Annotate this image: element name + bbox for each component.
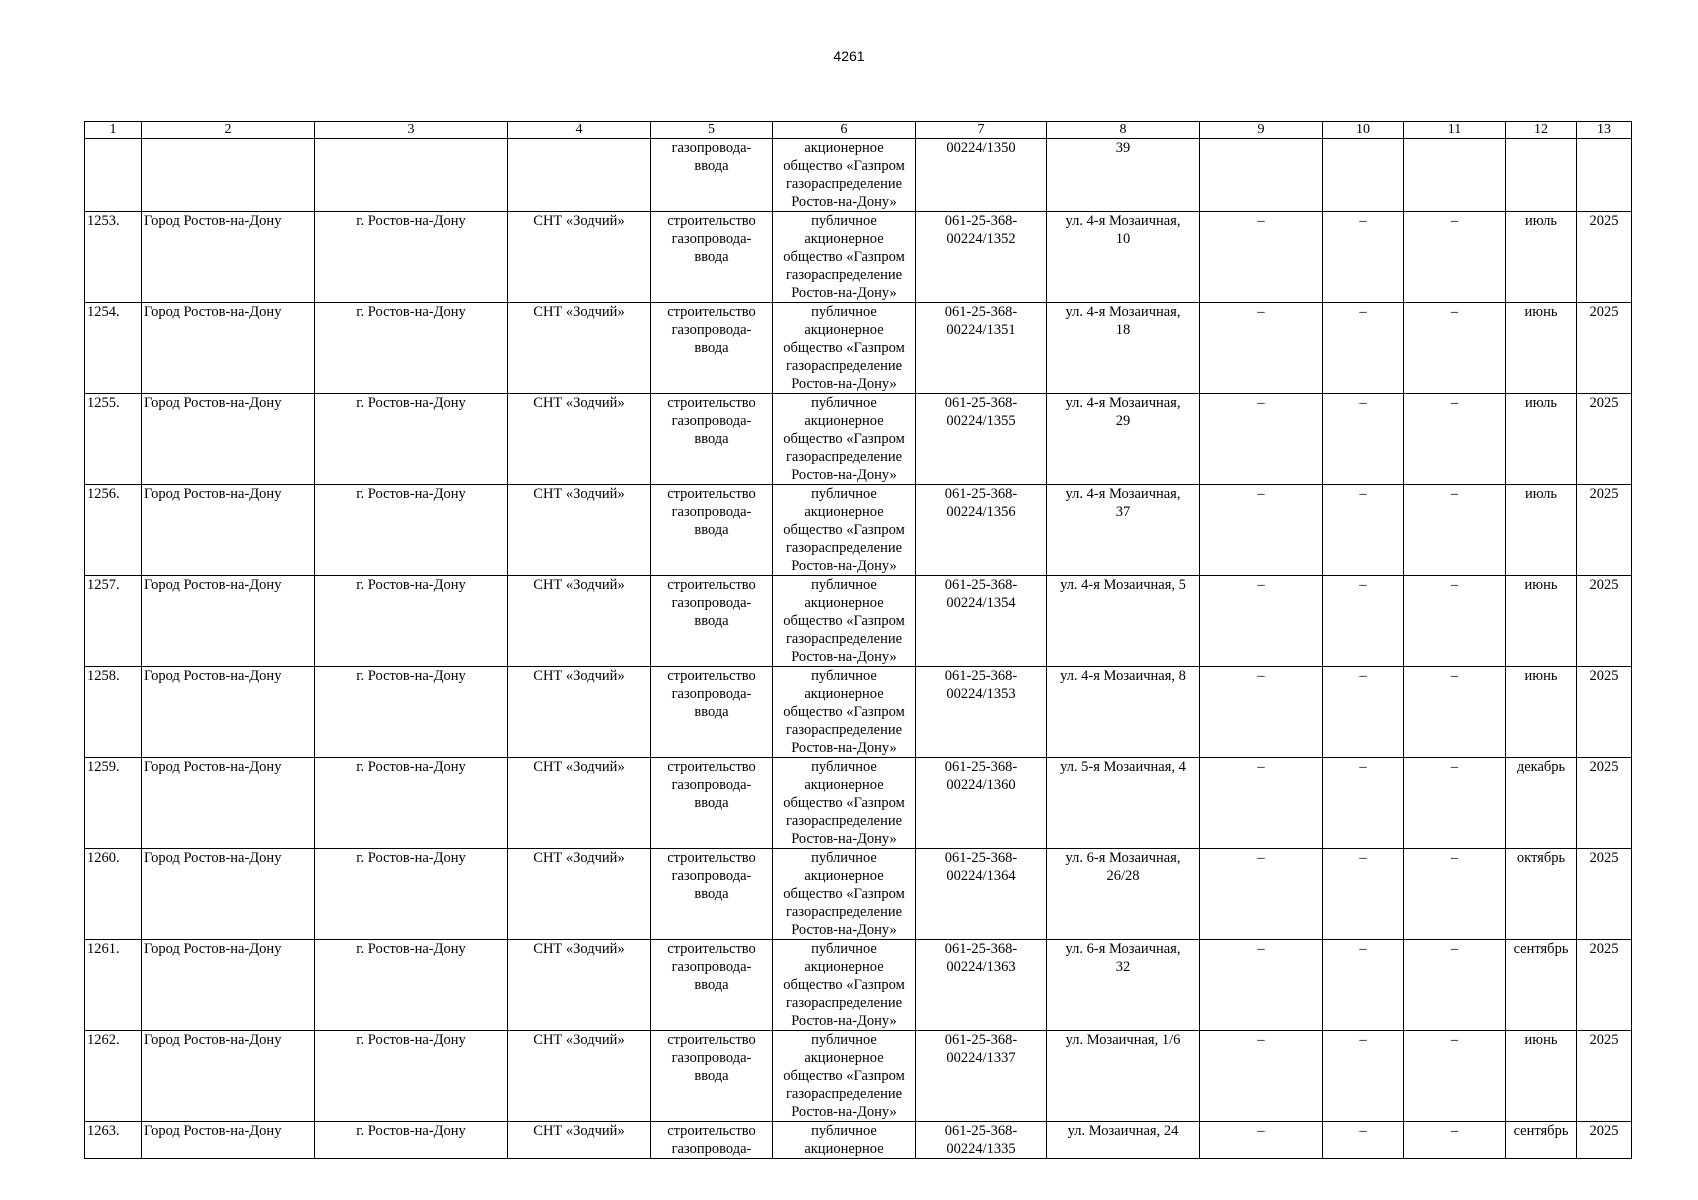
cell-org: публичное акционерное общество «Газпром газораспределение Ростов-на-Дону»: [773, 849, 916, 940]
cell-month: сентябрь: [1506, 940, 1577, 1031]
column-header: 10: [1323, 122, 1404, 139]
cell-code: 061-25-368- 00224/1355: [916, 394, 1047, 485]
column-header: 9: [1200, 122, 1323, 139]
cell-locality: г. Ростов-на-Дону: [315, 485, 508, 576]
cell-locality: г. Ростов-на-Дону: [315, 303, 508, 394]
cell-col11: –: [1404, 1122, 1506, 1159]
cell-col9: –: [1200, 576, 1323, 667]
cell-municipality: Город Ростов-на-Дону: [142, 667, 315, 758]
cell-col11: –: [1404, 212, 1506, 303]
cell-number: 1256.: [85, 485, 142, 576]
cell-work: строительство газопровода- ввода: [651, 758, 773, 849]
cell-address: ул. 4-я Мозаичная, 5: [1047, 576, 1200, 667]
cell-number: 1257.: [85, 576, 142, 667]
cell-col11: –: [1404, 849, 1506, 940]
cell-municipality: Город Ростов-на-Дону: [142, 1031, 315, 1122]
cell-work: строительство газопровода-: [651, 1122, 773, 1159]
cell-org: публичное акционерное общество «Газпром газораспределение Ростов-на-Дону»: [773, 758, 916, 849]
table-row: [85, 667, 1632, 758]
cell-year: 2025: [1577, 758, 1632, 849]
cell-col9: –: [1200, 849, 1323, 940]
cell-code: 061-25-368- 00224/1354: [916, 576, 1047, 667]
cell-org: публичное акционерное общество «Газпром газораспределение Ростов-на-Дону»: [773, 1031, 916, 1122]
cell-locality: г. Ростов-на-Дону: [315, 1031, 508, 1122]
column-number-row: [85, 122, 1632, 139]
cell-locality: г. Ростов-на-Дону: [315, 940, 508, 1031]
cell-col10: –: [1323, 758, 1404, 849]
cell-col11: –: [1404, 303, 1506, 394]
cell-code: 061-25-368- 00224/1353: [916, 667, 1047, 758]
cell-number: 1263.: [85, 1122, 142, 1159]
cell-address: 39: [1047, 139, 1200, 212]
cell-year: 2025: [1577, 667, 1632, 758]
cell-empty: [142, 139, 315, 212]
gas-connection-table: [84, 121, 1632, 1159]
table-row: [85, 849, 1632, 940]
cell-number: 1259.: [85, 758, 142, 849]
cell-number: 1255.: [85, 394, 142, 485]
cell-code: 061-25-368- 00224/1351: [916, 303, 1047, 394]
cell-work: строительство газопровода- ввода: [651, 849, 773, 940]
cell-address: ул. Мозаичная, 1/6: [1047, 1031, 1200, 1122]
cell-code: 061-25-368- 00224/1360: [916, 758, 1047, 849]
cell-code: 061-25-368- 00224/1335: [916, 1122, 1047, 1159]
table-row: [85, 303, 1632, 394]
cell-org: публичное акционерное общество «Газпром газораспределение Ростов-на-Дону»: [773, 394, 916, 485]
cell-number: 1260.: [85, 849, 142, 940]
cell-address: ул. 4-я Мозаичная, 10: [1047, 212, 1200, 303]
cell-year: 2025: [1577, 212, 1632, 303]
cell-col11: –: [1404, 940, 1506, 1031]
table-row: [85, 1122, 1632, 1159]
table-row: [85, 485, 1632, 576]
cell-col10: –: [1323, 485, 1404, 576]
cell-year: 2025: [1577, 485, 1632, 576]
cell-work: строительство газопровода- ввода: [651, 576, 773, 667]
cell-month: июнь: [1506, 576, 1577, 667]
cell-work: газопровода- ввода: [651, 139, 773, 212]
cell-empty: [1506, 139, 1577, 212]
column-header: 6: [773, 122, 916, 139]
cell-year: 2025: [1577, 849, 1632, 940]
cell-col10: –: [1323, 394, 1404, 485]
cell-col10: –: [1323, 303, 1404, 394]
cell-col11: –: [1404, 1031, 1506, 1122]
cell-municipality: Город Ростов-на-Дону: [142, 940, 315, 1031]
cell-municipality: Город Ростов-на-Дону: [142, 758, 315, 849]
cell-work: строительство газопровода- ввода: [651, 394, 773, 485]
cell-empty: [1323, 139, 1404, 212]
cell-object: СНТ «Зодчий»: [508, 212, 651, 303]
cell-col9: –: [1200, 485, 1323, 576]
cell-code: 061-25-368- 00224/1352: [916, 212, 1047, 303]
cell-object: СНТ «Зодчий»: [508, 758, 651, 849]
cell-code: 061-25-368- 00224/1337: [916, 1031, 1047, 1122]
cell-col11: –: [1404, 394, 1506, 485]
cell-municipality: Город Ростов-на-Дону: [142, 576, 315, 667]
cell-object: СНТ «Зодчий»: [508, 1031, 651, 1122]
cell-object: СНТ «Зодчий»: [508, 940, 651, 1031]
cell-col9: –: [1200, 758, 1323, 849]
cell-work: строительство газопровода- ввода: [651, 485, 773, 576]
cell-org: публичное акционерное общество «Газпром газораспределение Ростов-на-Дону»: [773, 303, 916, 394]
cell-org: публичное акционерное общество «Газпром газораспределение Ростов-на-Дону»: [773, 576, 916, 667]
cell-month: июнь: [1506, 303, 1577, 394]
cell-month: декабрь: [1506, 758, 1577, 849]
column-header: 5: [651, 122, 773, 139]
table-row: [85, 576, 1632, 667]
cell-locality: г. Ростов-на-Дону: [315, 1122, 508, 1159]
cell-code: 061-25-368- 00224/1356: [916, 485, 1047, 576]
cell-col9: –: [1200, 1122, 1323, 1159]
table-header: [85, 122, 1632, 139]
cell-year: 2025: [1577, 303, 1632, 394]
table-row: [85, 940, 1632, 1031]
table-row: [85, 1031, 1632, 1122]
cell-address: ул. 4-я Мозаичная, 29: [1047, 394, 1200, 485]
cell-number: 1261.: [85, 940, 142, 1031]
cell-object: СНТ «Зодчий»: [508, 485, 651, 576]
column-header: 7: [916, 122, 1047, 139]
cell-empty: [1404, 139, 1506, 212]
cell-empty: [508, 139, 651, 212]
cell-object: СНТ «Зодчий»: [508, 394, 651, 485]
table-body: [85, 139, 1632, 1159]
cell-empty: [85, 139, 142, 212]
cell-col11: –: [1404, 485, 1506, 576]
cell-municipality: Город Ростов-на-Дону: [142, 485, 315, 576]
column-header: 12: [1506, 122, 1577, 139]
cell-month: июль: [1506, 212, 1577, 303]
cell-month: июнь: [1506, 1031, 1577, 1122]
cell-org: публичное акционерное: [773, 1122, 916, 1159]
cell-col10: –: [1323, 1122, 1404, 1159]
cell-year: 2025: [1577, 1031, 1632, 1122]
cell-object: СНТ «Зодчий»: [508, 1122, 651, 1159]
cell-code: 061-25-368- 00224/1364: [916, 849, 1047, 940]
cell-month: сентябрь: [1506, 1122, 1577, 1159]
cell-work: строительство газопровода- ввода: [651, 1031, 773, 1122]
cell-object: СНТ «Зодчий»: [508, 849, 651, 940]
cell-address: ул. 4-я Мозаичная, 18: [1047, 303, 1200, 394]
cell-locality: г. Ростов-на-Дону: [315, 394, 508, 485]
column-header: 1: [85, 122, 142, 139]
cell-code: 00224/1350: [916, 139, 1047, 212]
cell-col11: –: [1404, 576, 1506, 667]
cell-locality: г. Ростов-на-Дону: [315, 849, 508, 940]
cell-address: ул. 6-я Мозаичная, 26/28: [1047, 849, 1200, 940]
cell-empty: [315, 139, 508, 212]
cell-address: ул. 5-я Мозаичная, 4: [1047, 758, 1200, 849]
cell-code: 061-25-368- 00224/1363: [916, 940, 1047, 1031]
column-header: 13: [1577, 122, 1632, 139]
cell-empty: [1577, 139, 1632, 212]
cell-municipality: Город Ростов-на-Дону: [142, 849, 315, 940]
cell-col9: –: [1200, 212, 1323, 303]
cell-col9: –: [1200, 303, 1323, 394]
cell-municipality: Город Ростов-на-Дону: [142, 394, 315, 485]
cell-col10: –: [1323, 849, 1404, 940]
cell-month: июль: [1506, 394, 1577, 485]
column-header: 3: [315, 122, 508, 139]
cell-empty: [1200, 139, 1323, 212]
cell-org: акционерное общество «Газпром газораспределение Ростов-на-Дону»: [773, 139, 916, 212]
cell-org: публичное акционерное общество «Газпром газораспределение Ростов-на-Дону»: [773, 485, 916, 576]
table-row-continued: [85, 139, 1632, 212]
cell-org: публичное акционерное общество «Газпром газораспределение Ростов-на-Дону»: [773, 212, 916, 303]
cell-year: 2025: [1577, 940, 1632, 1031]
cell-col10: –: [1323, 212, 1404, 303]
cell-col9: –: [1200, 394, 1323, 485]
cell-year: 2025: [1577, 576, 1632, 667]
cell-object: СНТ «Зодчий»: [508, 303, 651, 394]
cell-col9: –: [1200, 940, 1323, 1031]
cell-number: 1254.: [85, 303, 142, 394]
table-row: [85, 212, 1632, 303]
cell-col9: –: [1200, 667, 1323, 758]
page-number: 4261: [833, 48, 865, 64]
cell-locality: г. Ростов-на-Дону: [315, 758, 508, 849]
column-header: 2: [142, 122, 315, 139]
cell-col10: –: [1323, 667, 1404, 758]
cell-month: июнь: [1506, 667, 1577, 758]
cell-municipality: Город Ростов-на-Дону: [142, 1122, 315, 1159]
cell-org: публичное акционерное общество «Газпром газораспределение Ростов-на-Дону»: [773, 667, 916, 758]
cell-work: строительство газопровода- ввода: [651, 667, 773, 758]
cell-work: строительство газопровода- ввода: [651, 212, 773, 303]
cell-locality: г. Ростов-на-Дону: [315, 667, 508, 758]
cell-col10: –: [1323, 940, 1404, 1031]
cell-year: 2025: [1577, 1122, 1632, 1159]
cell-object: СНТ «Зодчий»: [508, 576, 651, 667]
cell-col10: –: [1323, 1031, 1404, 1122]
cell-col11: –: [1404, 758, 1506, 849]
cell-col10: –: [1323, 576, 1404, 667]
cell-work: строительство газопровода- ввода: [651, 940, 773, 1031]
table-row: [85, 758, 1632, 849]
column-header: 8: [1047, 122, 1200, 139]
table-row: [85, 394, 1632, 485]
cell-address: ул. 4-я Мозаичная, 8: [1047, 667, 1200, 758]
cell-month: июль: [1506, 485, 1577, 576]
cell-col11: –: [1404, 667, 1506, 758]
cell-month: октябрь: [1506, 849, 1577, 940]
cell-col9: –: [1200, 1031, 1323, 1122]
cell-number: 1258.: [85, 667, 142, 758]
cell-address: ул. Мозаичная, 24: [1047, 1122, 1200, 1159]
cell-locality: г. Ростов-на-Дону: [315, 212, 508, 303]
cell-municipality: Город Ростов-на-Дону: [142, 303, 315, 394]
cell-org: публичное акционерное общество «Газпром газораспределение Ростов-на-Дону»: [773, 940, 916, 1031]
cell-municipality: Город Ростов-на-Дону: [142, 212, 315, 303]
cell-number: 1253.: [85, 212, 142, 303]
cell-object: СНТ «Зодчий»: [508, 667, 651, 758]
cell-locality: г. Ростов-на-Дону: [315, 576, 508, 667]
cell-work: строительство газопровода- ввода: [651, 303, 773, 394]
cell-address: ул. 4-я Мозаичная, 37: [1047, 485, 1200, 576]
cell-address: ул. 6-я Мозаичная, 32: [1047, 940, 1200, 1031]
column-header: 11: [1404, 122, 1506, 139]
column-header: 4: [508, 122, 651, 139]
cell-year: 2025: [1577, 394, 1632, 485]
cell-number: 1262.: [85, 1031, 142, 1122]
